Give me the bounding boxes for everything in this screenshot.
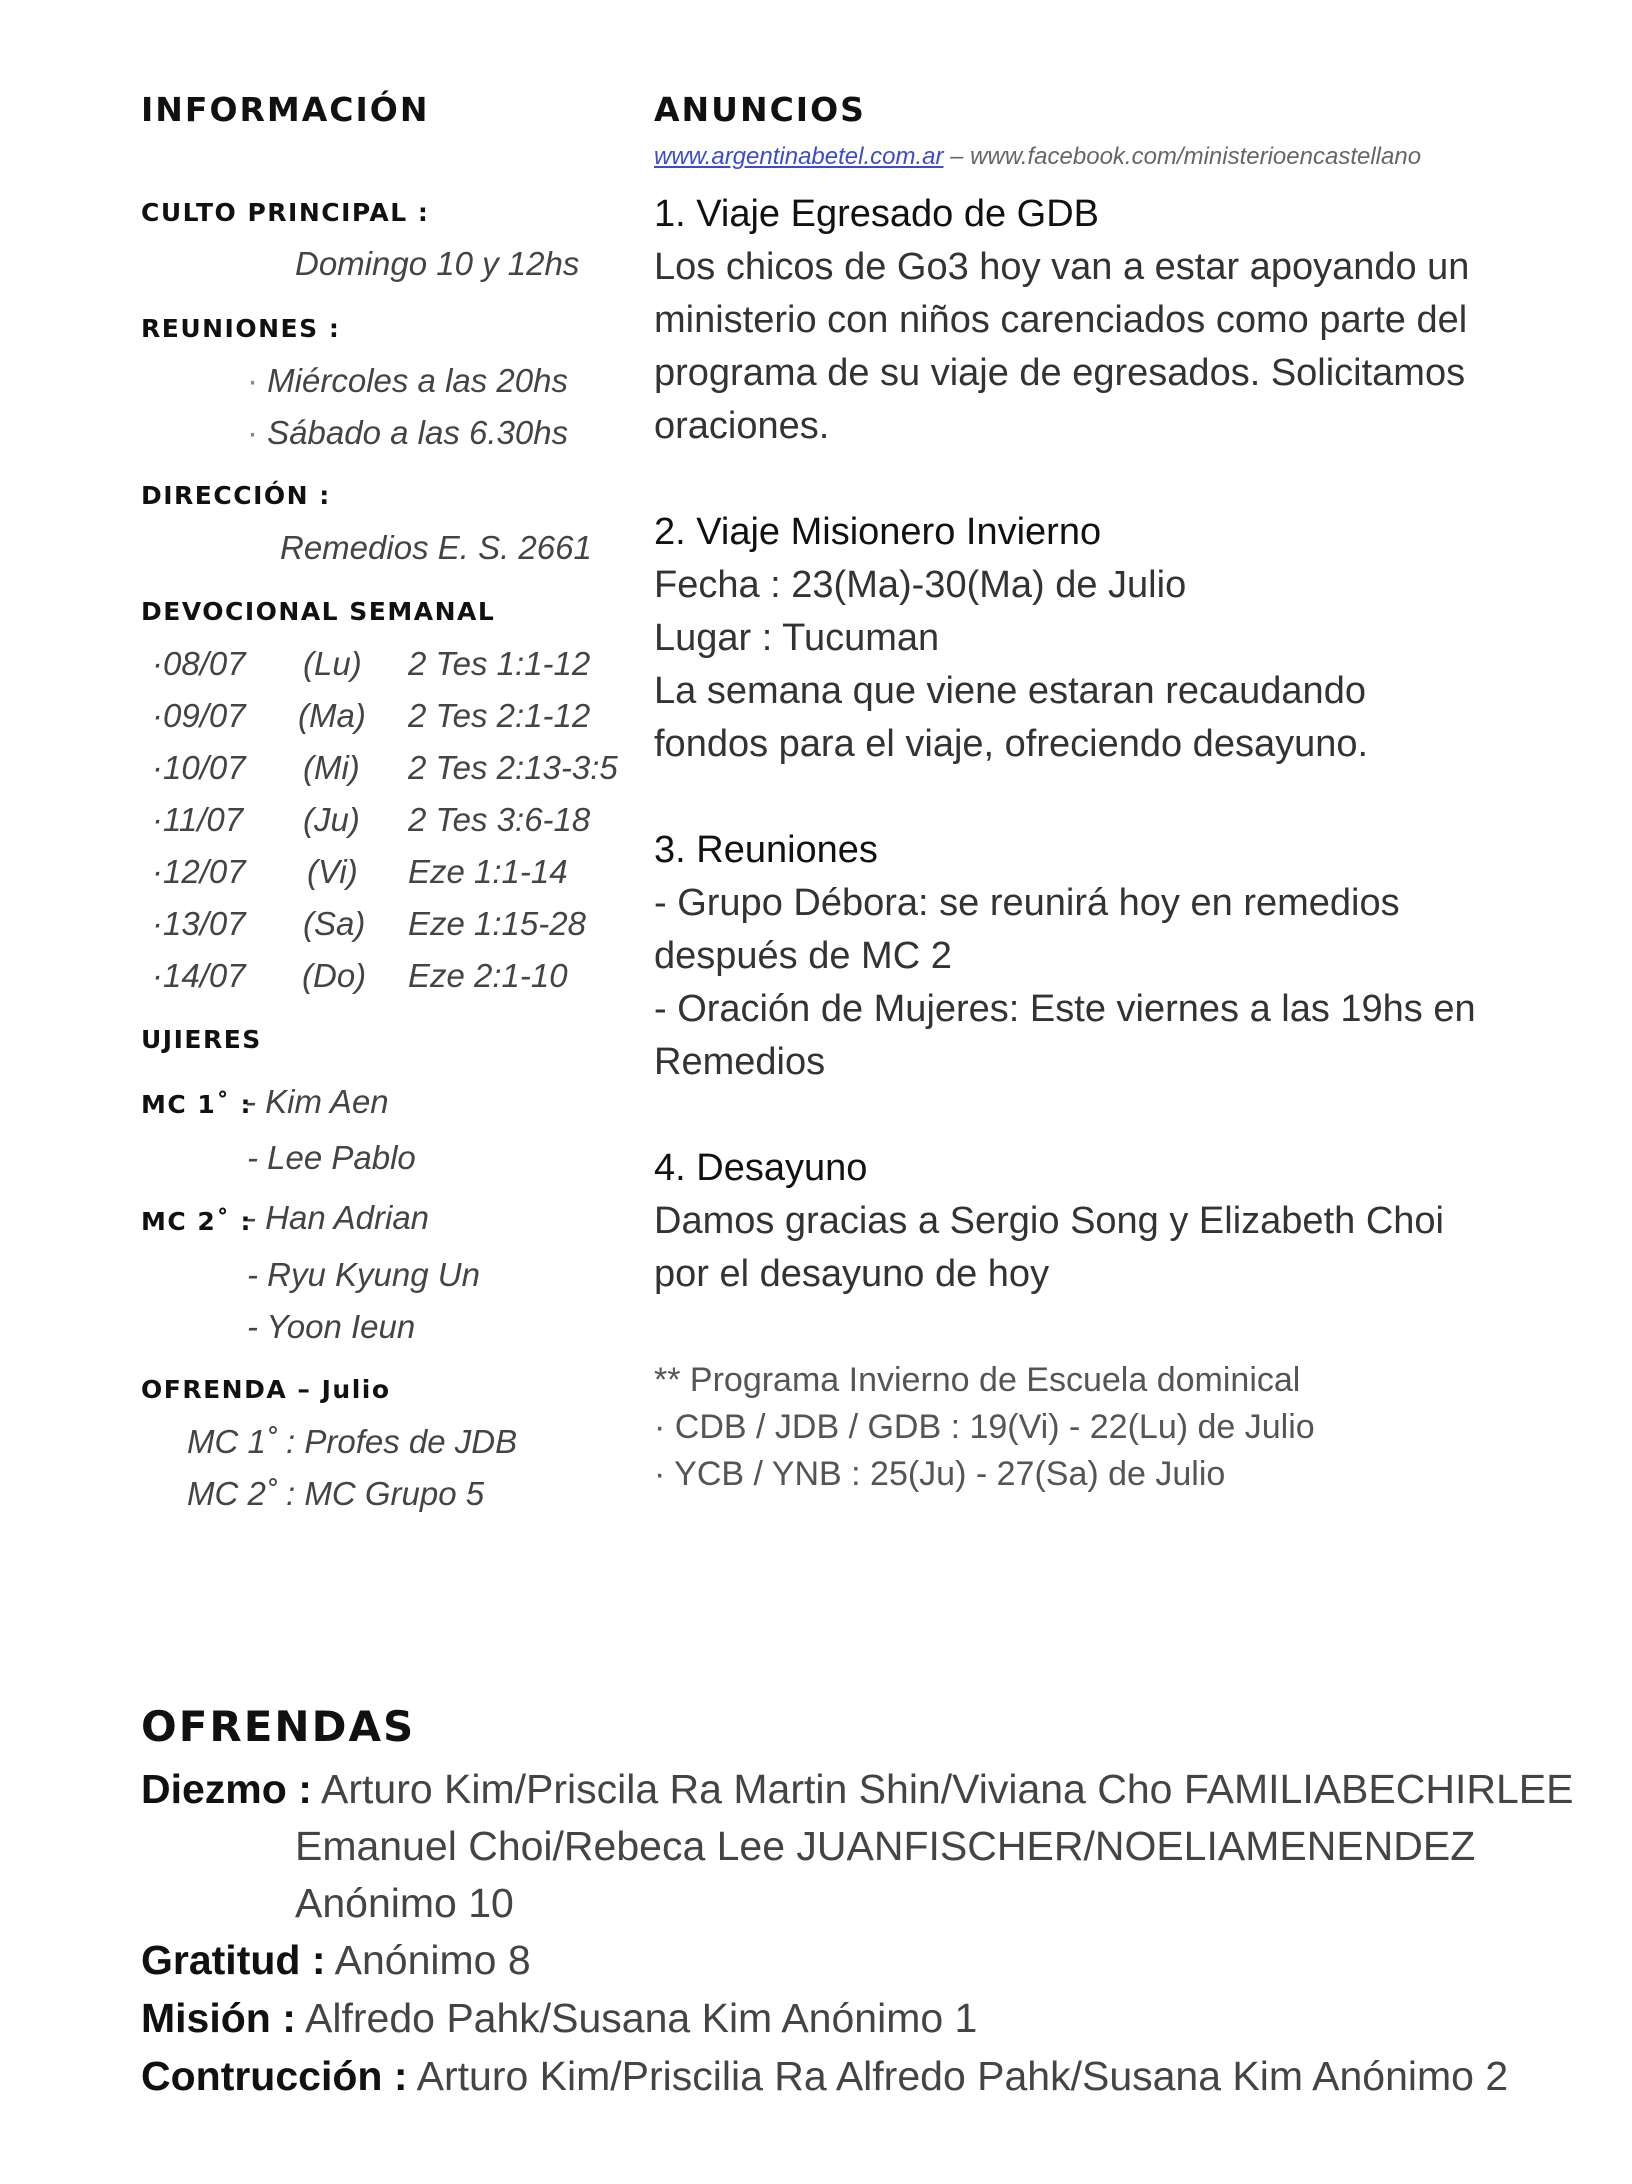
mc1-label: MC 1˚ : — [141, 1090, 253, 1119]
culto-value: Domingo 10 y 12hs — [295, 245, 580, 282]
devocional-ref: Eze 1:15-28 — [408, 905, 586, 942]
devocional-date: ·10/07 — [152, 749, 246, 786]
announcement-line: programa de su viaje de egresados. Solicitamos — [654, 352, 1466, 394]
programa-line: · CDB / JDB / GDB : 19(Vi) - 22(Lu) de Julio — [654, 1408, 1315, 1446]
announcement-line: - Oración de Mujeres: Este viernes a las 19hs en — [654, 988, 1476, 1030]
devocional-day: (Vi) — [307, 853, 358, 890]
mision-row — [141, 1995, 977, 2042]
devocional-ref: 2 Tes 2:13-3:5 — [408, 749, 618, 786]
mision-value: Alfredo Pahk/Susana Kim Anónimo 1 — [305, 1995, 978, 2041]
ofrenda-item: MC 1˚ : Profes de JDB — [187, 1423, 518, 1460]
reunion-item: · Sábado a las 6.30hs — [247, 414, 569, 451]
devocional-day: (Mi) — [303, 749, 360, 786]
ujier-name: - Ryu Kyung Un — [247, 1256, 480, 1293]
programa-title: ** Programa Invierno de Escuela dominical — [654, 1361, 1301, 1399]
devocional-date: ·09/07 — [152, 697, 246, 734]
direccion-label: DIRECCIÓN : — [141, 481, 331, 510]
devocional-date: ·14/07 — [152, 957, 246, 994]
devocional-date: ·11/07 — [152, 801, 244, 838]
announcement-line: ministerio con niños carenciados como parte del — [654, 299, 1468, 341]
ujier-name: - Yoon Ieun — [247, 1308, 416, 1345]
announcement-line: - Grupo Débora: se reunirá hoy en remedios — [654, 882, 1400, 924]
diezmo-label: Diezmo : — [141, 1766, 312, 1812]
anuncios-title: ANUNCIOS — [654, 90, 866, 129]
programa-line: · YCB / YNB : 25(Ju) - 27(Sa) de Julio — [654, 1455, 1226, 1493]
devocional-date: ·08/07 — [152, 645, 246, 682]
contruccion-label: Contrucción : — [141, 2053, 408, 2099]
devocional-ref: 2 Tes 3:6-18 — [408, 801, 591, 838]
devocional-day: (Lu) — [303, 645, 362, 682]
announcement-line: Fecha : 23(Ma)-30(Ma) de Julio — [654, 564, 1187, 606]
ujier-name: - Han Adrian — [245, 1199, 430, 1236]
announcement-line: Los chicos de Go3 hoy van a estar apoyando un — [654, 246, 1470, 288]
diezmo-names: Emanuel Choi/Rebeca Lee JUANFISCHER/NOELIAMENENDEZ — [295, 1823, 1476, 1869]
ujier-name: - Lee Pablo — [247, 1139, 416, 1176]
announcement-line: fondos para el viaje, ofreciendo desayuno. — [654, 723, 1369, 765]
ofrendas-title: OFRENDAS — [141, 1702, 416, 1751]
announcement-line: oraciones. — [654, 405, 830, 447]
ujier-name: - Kim Aen — [245, 1083, 389, 1120]
devocional-day: (Do) — [302, 957, 367, 994]
announcement-line: Remedios — [654, 1041, 826, 1083]
devocional-date: ·13/07 — [152, 905, 246, 942]
devocional-label: DEVOCIONAL SEMANAL — [141, 597, 496, 626]
announcement-line: Lugar : Tucuman — [654, 617, 940, 659]
gratitud-label: Gratitud : — [141, 1937, 326, 1983]
mc2-label: MC 2˚ : — [141, 1207, 253, 1236]
devocional-date: ·12/07 — [152, 853, 246, 890]
direccion-value: Remedios E. S. 2661 — [280, 529, 592, 566]
devocional-ref: Eze 2:1-10 — [408, 957, 568, 994]
ofrenda-label: OFRENDA – Julio — [141, 1375, 391, 1404]
gratitud-row — [141, 1937, 531, 1984]
info-title: INFORMACIÓN — [141, 90, 430, 129]
announcement-line: por el desayuno de hoy — [654, 1253, 1050, 1295]
facebook-text: – www.facebook.com/ministerioencastellano — [943, 143, 1422, 170]
contruccion-value: Arturo Kim/Priscilia Ra Alfredo Pahk/Susana Kim Anónimo 2 — [416, 2053, 1509, 2099]
announcement-title: 3. Reuniones — [654, 829, 878, 871]
announcement-line: La semana que viene estaran recaudando — [654, 670, 1366, 712]
culto-label: CULTO PRINCIPAL : — [141, 198, 430, 227]
contruccion-row — [141, 2053, 1508, 2100]
devocional-ref: Eze 1:1-14 — [408, 853, 568, 890]
devocional-ref: 2 Tes 1:1-12 — [408, 645, 591, 682]
links-line — [654, 143, 1421, 171]
devocional-day: (Ju) — [303, 801, 360, 838]
website-link[interactable]: www.argentinabetel.com.ar — [654, 143, 944, 170]
announcement-title: 1. Viaje Egresado de GDB — [654, 193, 1100, 235]
diezmo-row — [141, 1766, 1573, 1813]
devocional-day: (Sa) — [303, 905, 366, 942]
mision-label: Misión : — [141, 1995, 296, 2041]
reuniones-label: REUNIONES : — [141, 314, 341, 343]
ujieres-label: UJIERES — [141, 1025, 262, 1054]
devocional-ref: 2 Tes 2:1-12 — [408, 697, 591, 734]
ofrenda-item: MC 2˚ : MC Grupo 5 — [187, 1475, 485, 1512]
announcement-title: 4. Desayuno — [654, 1147, 868, 1189]
reunion-item: · Miércoles a las 20hs — [247, 362, 568, 399]
announcement-title: 2. Viaje Misionero Invierno — [654, 511, 1102, 553]
diezmo-names: Anónimo 10 — [295, 1880, 514, 1926]
diezmo-names: Arturo Kim/Priscila Ra Martin Shin/Viviana Cho FAMILIABECHIRLEE — [321, 1766, 1574, 1812]
announcement-line: después de MC 2 — [654, 935, 952, 977]
announcement-line: Damos gracias a Sergio Song y Elizabeth Choi — [654, 1200, 1444, 1242]
gratitud-value: Anónimo 8 — [334, 1937, 531, 1983]
devocional-day: (Ma) — [298, 697, 366, 734]
